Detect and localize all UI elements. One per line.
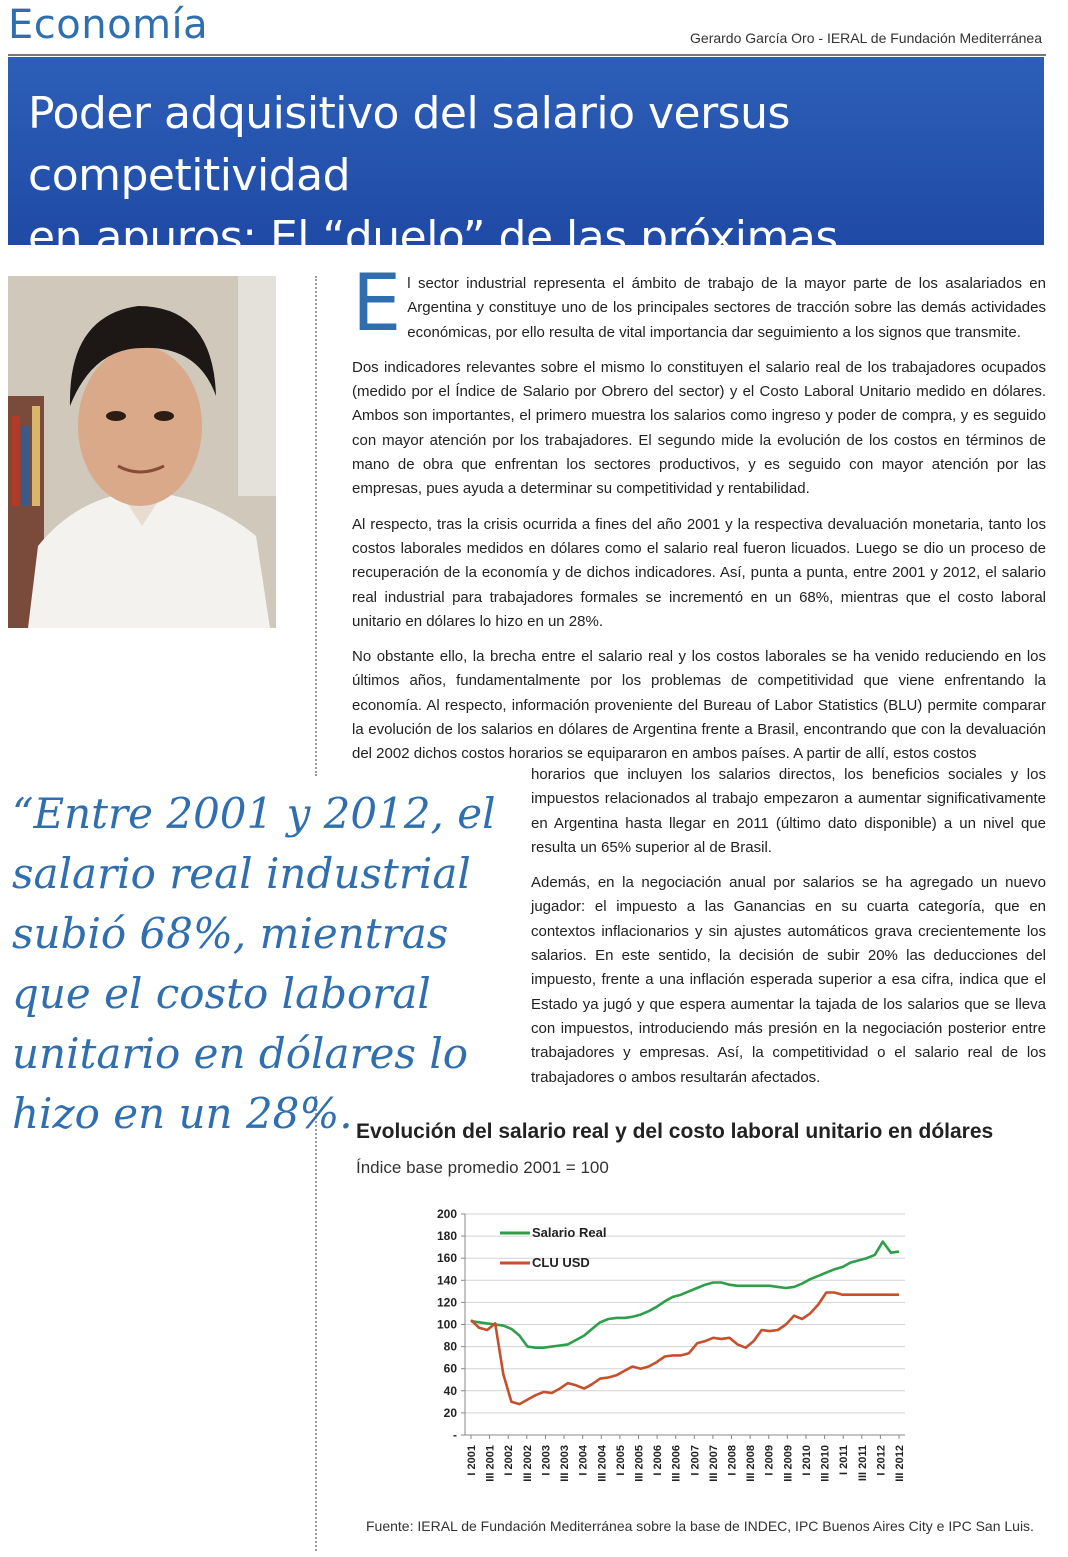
y-tick-label: 100 [436,1317,457,1332]
line-chart [420,1198,920,1508]
article-body-right [531,763,1046,1101]
chart-title: Evolución del salario real y del costo laboral unitario en dólares [356,1120,994,1143]
chart-legend [500,1225,606,1270]
x-tick-label: III 2004 [596,1445,609,1482]
section-title: Economía [8,2,209,48]
y-tick-label: - [453,1428,457,1442]
x-tick-label: III 2008 [745,1445,758,1482]
pull-quote: “Entre 2001 y 2012, el salario real industrial subió 68%, mientras que el costo laboral unitario en dólares lo hizo en un 28%. [12,789,496,1138]
y-tick-label: 160 [436,1251,457,1266]
article-body [352,259,1046,778]
headline-line-1: Poder adquisitivo del salario versus competitividad [28,88,790,201]
y-tick-label: 40 [443,1383,457,1398]
x-tick-label: III 2005 [633,1445,646,1482]
y-tick-label: 180 [436,1229,457,1244]
chart-grid [465,1214,905,1435]
x-tick-label: I 2007 [689,1445,702,1476]
headline-banner [8,57,1044,263]
chart-source: Fuente: IERAL de Fundación Mediterránea sobre la base de INDEC, IPC Buenos Aires City e IPC San Luis. [366,1518,1034,1534]
y-tick-label: 200 [436,1207,457,1221]
x-tick-label: III 2006 [670,1445,683,1482]
x-tick-label: I 2002 [503,1445,516,1476]
y-tick-label: 80 [443,1339,457,1354]
header-rule [8,54,1046,56]
x-tick-label: I 2009 [763,1445,776,1476]
legend-label: Salario Real [532,1225,607,1240]
x-tick-label: I 2005 [614,1445,627,1476]
legend-label: CLU USD [532,1255,590,1270]
author-photo [8,276,276,628]
x-tick-label: I 2004 [577,1445,590,1476]
article-paragraph-4: No obstante ello, la brecha entre el salario real y los costos laborales se ha venido reduciendo en los últimos años, fundamentalmente por los problemas de competitividad que viene enfrentando la economía. Al respecto, información proveniente del Bureau of Labor Statistics (BLU) permite comparar la evolución de los salarios en dólares de Argentina frente a Brasil, encontrando que con la devaluación del 2002 dichos costos horarios se equipararon en ambos países. A partir de allí, estos costos [352,648,1046,763]
x-axis [465,1435,906,1482]
chart-subtitle: Índice base promedio 2001 = 100 [356,1158,609,1177]
x-tick-label: I 2006 [652,1445,665,1476]
x-tick-label: I 2010 [800,1445,813,1476]
byline: Gerardo García Oro - IERAL de Fundación Mediterránea [690,30,1042,46]
x-tick-label: III 2001 [484,1445,497,1482]
y-tick-label: 20 [443,1405,457,1420]
y-tick-label: 60 [443,1361,457,1376]
y-tick-label: 120 [436,1295,457,1310]
paragraph-1-text: l sector industrial representa el ámbito de trabajo de la mayor parte de los asalariados en Argentina y constituye uno de los principales sectores de tracción sobre las demás actividades económicas, por ello resulta de vital importancia dar seguimiento a los signos que transmite. [407,275,1046,341]
x-tick-label: I 2011 [838,1445,851,1475]
x-tick-label: I 2008 [726,1445,739,1476]
article-paragraph-2: Dos indicadores relevantes sobre el mismo lo constituyen el salario real de los trabajadores ocupados (medido por el Índice de Salario por Obrero del sector) y el Costo Laboral Unitario medido en dólares. Ambos son importantes, el primero muestra los salarios como ingreso y poder de compra, y es seguido con mayor atención por los trabajadores. El segundo mide la evolución de los costos en términos de mano de obra que enfrentan los sectores productivos, y es seguido con mayor atención por las empresas, pues ayuda a determinar su competitividad y rentabilidad. [352,358,1046,498]
x-tick-label: III 2003 [559,1445,572,1482]
x-tick-label: III 2002 [521,1445,534,1482]
y-tick-label: 140 [436,1273,457,1288]
author-portrait-icon [8,276,276,628]
column-divider-bottom [315,1096,317,1551]
x-tick-label: III 2010 [819,1445,832,1482]
article-paragraph-5: Además, en la negociación anual por salarios se ha agregado un nuevo jugador: el impuesto a las Ganancias en su cuarta categoría, que en contextos inflacionarios y sin ajustes automáticos grava crecientemente los salarios. En este sentido, la decisión de subir 20% las deducciones del impuesto, frente a una inflación esperada superior a esa cifra, indica que el Estado ya jugó y que espera aumentar la tajada de los salarios que se lleva con impuestos, introduciendo más presión en la negociación posterior entre trabajadores y empresas. Así, la competitividad o el salario real de los trabajadores o ambos resultarán afectados. [531,874,1046,1086]
article-paragraph-1 [352,259,1046,349]
x-tick-label: I 2012 [875,1445,888,1476]
x-tick-label: III 2009 [782,1445,795,1482]
y-axis [437,1207,465,1442]
column-divider-top [315,276,317,776]
article-paragraph-3: Al respecto, tras la crisis ocurrida a fines del año 2001 y la respectiva devaluación monetaria, tanto los costos laborales medidos en dólares como el salario real fueron licuados. Luego se dio un proceso de recuperación de la economía y de dichos indicadores. Así, punta a punta, entre 2001 y 2012, el salario real industrial para trabajadores formales se incrementó en un 68%, mientras que el costo laboral unitario en dólares lo hizo en un 28%. [352,515,1046,630]
x-tick-label: III 2011 [856,1445,869,1482]
x-tick-label: I 2001 [466,1445,478,1476]
drop-cap: E [352,259,402,349]
x-tick-label: I 2003 [540,1445,553,1476]
article-paragraph-4-continued: horarios que incluyen los salarios directos, los beneficios sociales y los impuestos relacionados al trabajo empezaron a aumentar significativamente en Argentina hasta llegar en 2011 (último dato disponible) a un nivel que resulta un 65% superior al de Brasil. [531,766,1046,856]
x-tick-label: III 2012 [894,1445,906,1482]
x-tick-label: III 2007 [707,1445,720,1482]
headline-line-2: en apuros: El “duelo” de las próximas [28,212,838,263]
